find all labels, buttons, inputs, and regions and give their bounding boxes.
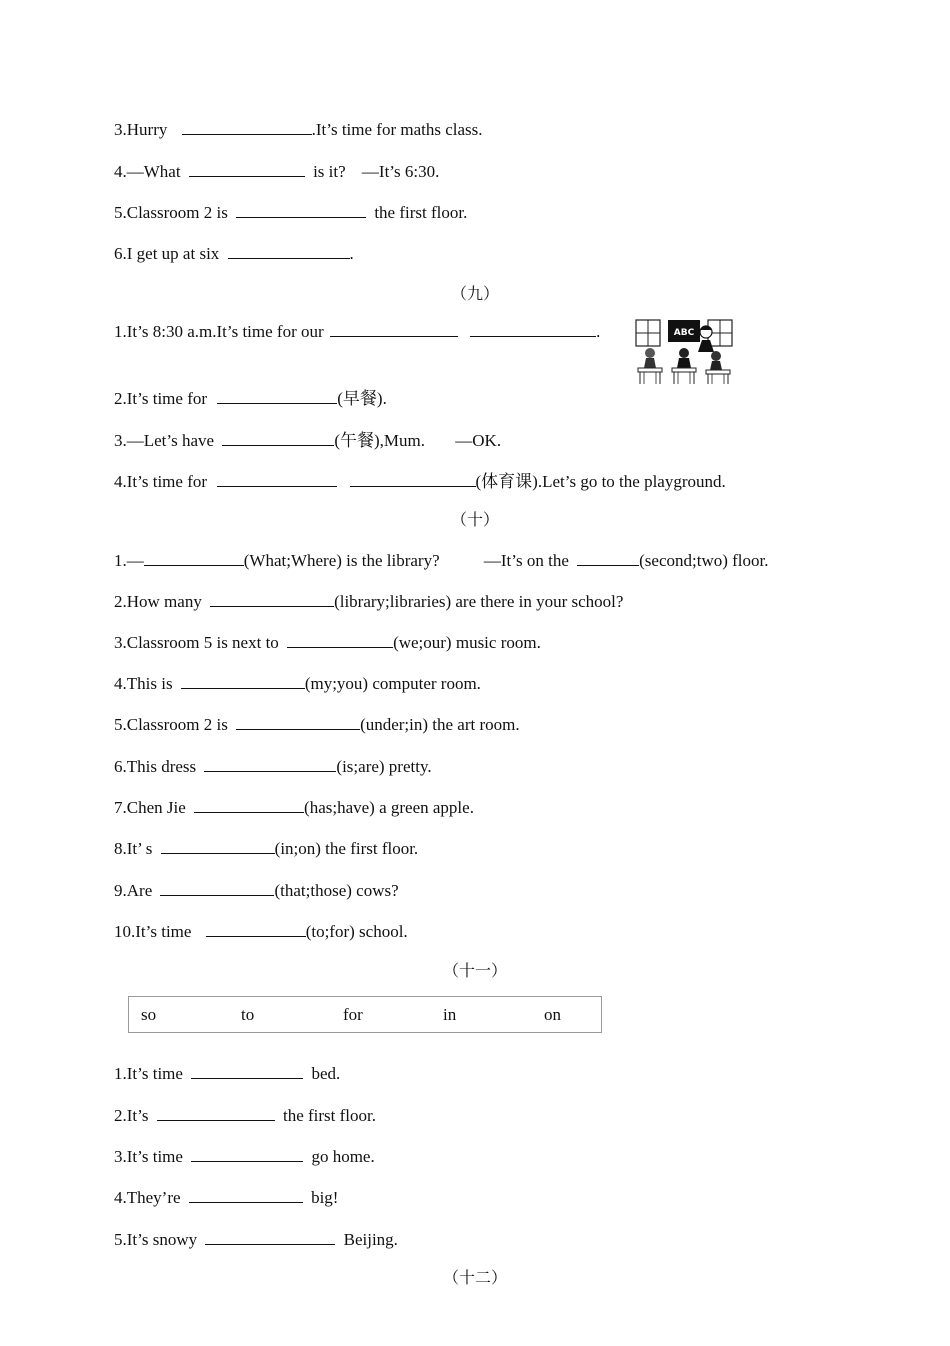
question-9-3 bbox=[114, 429, 501, 452]
question-text: (we;our) music room. bbox=[393, 633, 541, 652]
question-text: . bbox=[596, 322, 601, 341]
answer-blank[interactable] bbox=[144, 549, 244, 566]
question-text: . bbox=[349, 244, 354, 263]
answer-blank[interactable] bbox=[191, 1062, 303, 1079]
answer-blank[interactable] bbox=[228, 242, 350, 259]
question-8-3 bbox=[114, 118, 483, 141]
question-10-1 bbox=[114, 549, 768, 572]
answer-blank[interactable] bbox=[161, 837, 275, 854]
answer-blank[interactable] bbox=[157, 1104, 275, 1121]
question-8-6 bbox=[114, 242, 354, 265]
answer-blank[interactable] bbox=[182, 118, 312, 135]
question-9-2 bbox=[114, 387, 387, 410]
question-text: 2.How many bbox=[114, 592, 202, 611]
word-bank-item: in bbox=[443, 1005, 457, 1024]
question-9-1 bbox=[114, 320, 600, 343]
word-bank-item: to bbox=[241, 1005, 255, 1024]
question-text: 6.This dress bbox=[114, 757, 197, 776]
answer-blank[interactable] bbox=[181, 672, 305, 689]
blackboard-text: ABC bbox=[673, 328, 695, 338]
question-text: (my;you) computer room. bbox=[304, 674, 481, 693]
question-text: Beijing. bbox=[343, 1230, 398, 1249]
question-text: 3.It’s time bbox=[114, 1147, 183, 1166]
question-9-4 bbox=[114, 470, 726, 493]
question-10-6 bbox=[114, 755, 432, 778]
answer-blank[interactable] bbox=[204, 755, 336, 772]
question-text: 7.Chen Jie bbox=[114, 798, 186, 817]
question-text: 5.It’s snowy bbox=[114, 1230, 198, 1249]
question-10-9 bbox=[114, 879, 399, 902]
question-10-3 bbox=[114, 631, 541, 654]
answer-blank[interactable] bbox=[577, 549, 639, 566]
question-text: 1.— bbox=[114, 551, 144, 570]
section-heading-12: （十二） bbox=[442, 1270, 507, 1287]
question-text: 5.Classroom 2 is bbox=[114, 203, 228, 222]
answer-blank[interactable] bbox=[222, 429, 334, 446]
answer-blank[interactable] bbox=[330, 320, 458, 337]
question-text: (in;on) the first floor. bbox=[274, 839, 419, 858]
question-10-2 bbox=[114, 590, 623, 613]
answer-blank[interactable] bbox=[217, 470, 337, 487]
question-11-1 bbox=[114, 1062, 340, 1085]
question-text: 9.Are bbox=[114, 881, 153, 900]
answer-reply: —It’s 6:30. bbox=[361, 162, 440, 181]
question-text: (library;libraries) are there in your school? bbox=[334, 592, 624, 611]
answer-blank[interactable] bbox=[205, 1228, 335, 1245]
question-11-2 bbox=[114, 1104, 376, 1127]
section-heading-9: （九） bbox=[450, 286, 499, 303]
word-bank-item: so bbox=[141, 1005, 157, 1024]
answer-blank[interactable] bbox=[206, 920, 306, 937]
question-text: 1.It’s time bbox=[114, 1064, 183, 1083]
classroom-illustration bbox=[634, 318, 734, 386]
answer-reply: —It’s on the bbox=[483, 551, 569, 570]
question-10-7 bbox=[114, 796, 474, 819]
question-8-4 bbox=[114, 160, 439, 183]
question-text: 5.Classroom 2 is bbox=[114, 715, 228, 734]
question-text: 10.It’s time bbox=[114, 922, 192, 941]
question-text: bed. bbox=[311, 1064, 341, 1083]
answer-reply: —OK. bbox=[455, 431, 502, 450]
question-text: (second;two) floor. bbox=[639, 551, 769, 570]
question-text: 4.It’s time for bbox=[114, 472, 208, 491]
question-text: (is;are) pretty. bbox=[336, 757, 432, 776]
question-text: (has;have) a green apple. bbox=[304, 798, 474, 817]
section-heading-10: （十） bbox=[450, 512, 499, 529]
question-10-8 bbox=[114, 837, 418, 860]
question-text: 4.—What bbox=[114, 162, 181, 181]
answer-blank[interactable] bbox=[194, 796, 304, 813]
question-text: .It’s time for maths class. bbox=[311, 120, 483, 139]
question-text: (午餐),Mum. bbox=[334, 431, 426, 450]
question-10-5 bbox=[114, 713, 520, 736]
word-bank-item: on bbox=[544, 1005, 561, 1024]
answer-blank[interactable] bbox=[160, 879, 274, 896]
answer-blank[interactable] bbox=[287, 631, 393, 648]
question-8-5 bbox=[114, 201, 467, 224]
question-11-3 bbox=[114, 1145, 375, 1168]
question-text: (What;Where) is the library? bbox=[243, 551, 440, 570]
question-text: (体育课).Let’s go to the playground. bbox=[475, 472, 726, 491]
question-text: (under;in) the art room. bbox=[360, 715, 520, 734]
question-11-5 bbox=[114, 1228, 398, 1251]
question-text: 3.Classroom 5 is next to bbox=[114, 633, 279, 652]
question-text: 4.This is bbox=[114, 674, 173, 693]
question-11-4 bbox=[114, 1186, 338, 1209]
question-10-10 bbox=[114, 920, 408, 943]
question-text: go home. bbox=[311, 1147, 375, 1166]
answer-blank[interactable] bbox=[470, 320, 596, 337]
question-text: big! bbox=[311, 1188, 339, 1207]
section-heading-11: （十一） bbox=[442, 963, 507, 980]
answer-blank[interactable] bbox=[236, 201, 366, 218]
answer-blank[interactable] bbox=[189, 1186, 303, 1203]
question-text: (to;for) school. bbox=[305, 922, 408, 941]
answer-blank[interactable] bbox=[350, 470, 476, 487]
question-text: the first floor. bbox=[374, 203, 468, 222]
question-text: 3.—Let’s have bbox=[114, 431, 215, 450]
question-text: 2.It’s bbox=[114, 1106, 149, 1125]
question-10-4 bbox=[114, 672, 481, 695]
question-text: (that;those) cows? bbox=[274, 881, 399, 900]
question-text: is it? bbox=[313, 162, 346, 181]
question-text: 8.It’ s bbox=[114, 839, 153, 858]
question-text: 1.It’s 8:30 a.m.It’s time for our bbox=[114, 322, 324, 341]
answer-blank[interactable] bbox=[236, 713, 360, 730]
answer-blank[interactable] bbox=[191, 1145, 303, 1162]
question-text: 6.I get up at six bbox=[114, 244, 220, 263]
answer-blank[interactable] bbox=[189, 160, 305, 177]
answer-blank[interactable] bbox=[217, 387, 337, 404]
question-text: 3.Hurry bbox=[114, 120, 168, 139]
word-bank bbox=[128, 996, 602, 1033]
question-text: (早餐). bbox=[337, 389, 387, 408]
question-text: the first floor. bbox=[282, 1106, 376, 1125]
answer-blank[interactable] bbox=[210, 590, 334, 607]
question-text: 2.It’s time for bbox=[114, 389, 208, 408]
question-text: 4.They’re bbox=[114, 1188, 181, 1207]
word-bank-item: for bbox=[343, 1005, 363, 1024]
